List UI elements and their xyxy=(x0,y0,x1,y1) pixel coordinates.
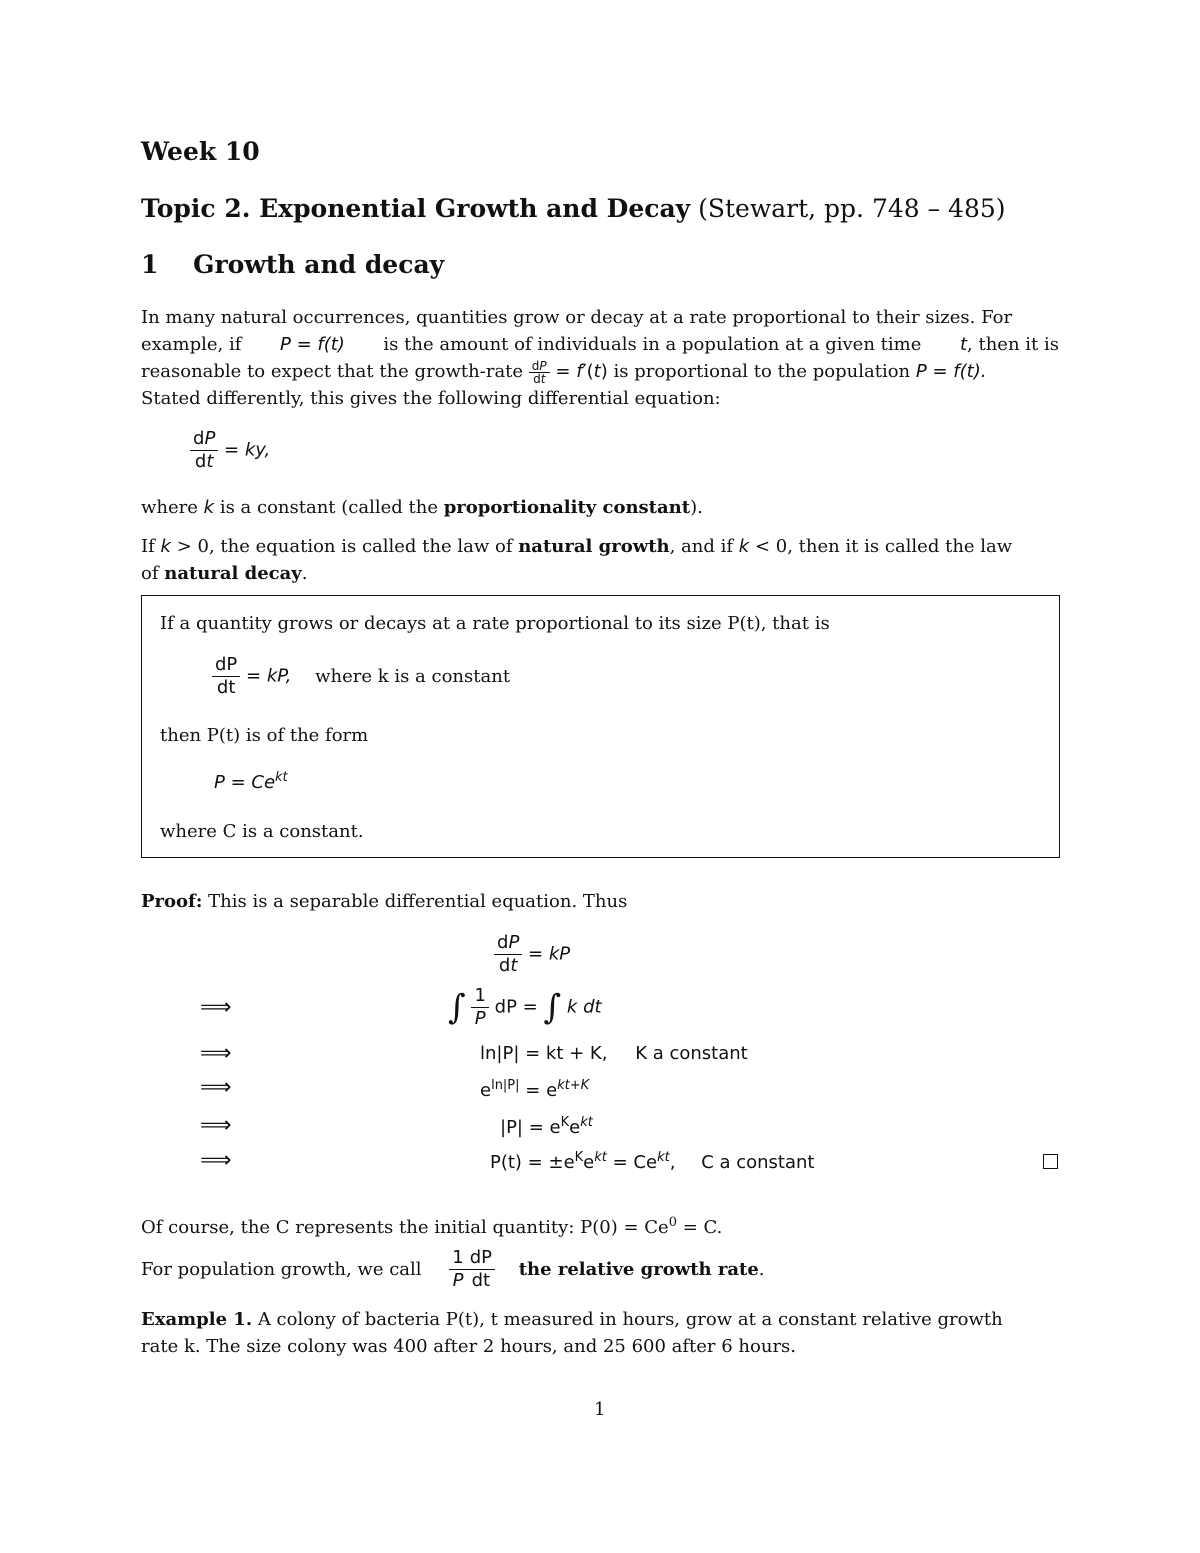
theorem-line-1: If a quantity grows or decays at a rate proportional to its size P(t), that is xyxy=(160,613,830,634)
theorem-line-3: where C is a constant. xyxy=(160,821,364,842)
integral-sign: ∫ xyxy=(543,987,562,1028)
intro-line-1: In many natural occurrences, quantities grow or decay at a rate proportional to their sizes. For xyxy=(141,307,1013,328)
proof-step-2: ln|P| = kt + K, K a constant xyxy=(480,1043,748,1064)
intro-text: reasonable to expect that the growth-rate xyxy=(141,361,524,382)
equation-rhs: = kP, xyxy=(246,665,292,687)
math-inline: P = f(t). xyxy=(915,361,987,382)
intro-text: example, if xyxy=(141,334,242,355)
integral-sign: ∫ xyxy=(448,987,466,1028)
intro-text: , then it is xyxy=(967,334,1059,355)
text: where xyxy=(141,497,198,518)
implies-arrow: ⟹ xyxy=(200,1148,232,1173)
math-inline: P = f(t) xyxy=(280,334,345,355)
example-paragraph xyxy=(141,1306,1059,1360)
law-line-2: of natural decay. xyxy=(141,563,308,584)
example-line-1: Example 1. A colony of bacteria P(t), t measured in hours, grow at a constant relative growth xyxy=(141,1309,1003,1330)
theorem-solution-form: $P = Ce^{kt}$ xyxy=(214,770,288,793)
law-line-1: If k > 0, the equation is called the law of natural growth, and if k < 0, then it is called the law xyxy=(141,536,1013,557)
topic-heading xyxy=(141,194,1006,223)
topic-reference: (Stewart, pp. 748 – 485) xyxy=(698,194,1006,223)
implies-arrow: ⟹ xyxy=(200,1041,232,1066)
proof-label: Proof: xyxy=(141,891,203,912)
proof-intro xyxy=(141,888,627,915)
intro-paragraph xyxy=(141,304,1059,412)
week-heading: Week 10 xyxy=(141,137,260,166)
page-number: 1 xyxy=(594,1399,606,1420)
implies-arrow: ⟹ xyxy=(200,995,232,1020)
differential-equation xyxy=(190,428,270,473)
intro-line-3 xyxy=(141,358,1059,385)
law-paragraph xyxy=(141,533,1059,587)
theorem-equation: $\frac{dP}{dt}$ = kP, where k is a constant xyxy=(212,654,510,699)
proof-step-3: $e^{ln|P|} = e^{kt+K}$ xyxy=(480,1078,590,1101)
topic-title: Topic 2. Exponential Growth and Decay xyxy=(141,194,691,223)
theorem-line-2: then P(t) is of the form xyxy=(160,725,369,746)
dp-dt-fraction: $\frac{dP}{dt}$ xyxy=(190,428,218,473)
section-heading xyxy=(141,250,444,279)
intro-line-4: Stated differently, this gives the following differential equation: xyxy=(141,388,721,409)
math-inline: t xyxy=(959,334,968,355)
implies-arrow: ⟹ xyxy=(200,1075,232,1100)
math-inline: k xyxy=(203,497,215,518)
relative-growth-line: For population growth, we call $\frac{1}{P}$ $\frac{dP}{dt}$ the relative growth rate. xyxy=(141,1247,765,1291)
proof-step-5: $P(t) = \pm e^Ke^{kt} = Ce^{kt}$, C a constant xyxy=(490,1150,815,1173)
theorem-box xyxy=(141,595,1060,858)
math-inline: = f′(t) xyxy=(555,361,608,382)
one-over-p-fraction: $\frac{1}{P}$ xyxy=(449,1247,466,1292)
example-line-2: rate k. The size colony was 400 after 2 hours, and 25 600 after 6 hours. xyxy=(141,1336,797,1357)
intro-text: is proportional to the population xyxy=(613,361,911,382)
intro-line-2 xyxy=(141,331,1059,358)
dp-dt-fraction: $\frac{dP}{dt}$ xyxy=(467,1247,495,1292)
initial-quantity-line: Of course, the C represents the initial quantity: $P(0) = Ce^0 = C$. xyxy=(141,1215,723,1238)
where-k-line xyxy=(141,494,703,521)
natural-decay-term: natural decay xyxy=(164,563,302,584)
implies-arrow: ⟹ xyxy=(200,1113,232,1138)
intro-text: is the amount of individuals in a population at a given time xyxy=(383,334,922,355)
proof-step-4: $|P| = e^Ke^{kt}$ xyxy=(500,1115,593,1138)
section-title: Growth and decay xyxy=(193,250,445,279)
proportionality-constant-term: proportionality constant xyxy=(443,497,691,518)
text: is a constant (called the xyxy=(219,497,438,518)
proof-text: This is a separable differential equation. Thus xyxy=(208,891,628,912)
natural-growth-term: natural growth xyxy=(518,536,670,557)
proof-step-1: ∫ $\frac{1}{P}$ dP = ∫ k dt xyxy=(448,985,602,1029)
qed-square-icon xyxy=(1043,1154,1058,1169)
relative-growth-rate-term: the relative growth rate xyxy=(518,1259,759,1280)
equation-note: where k is a constant xyxy=(315,665,511,687)
text: ). xyxy=(690,497,703,518)
proof-step-0: $\frac{dP}{dt}$ = kP xyxy=(494,932,570,977)
growth-rate-fraction: $\frac{dP}{dt}$ xyxy=(529,360,550,385)
section-number: 1 xyxy=(141,250,159,279)
example-label: Example 1. xyxy=(141,1309,253,1330)
equation-rhs: = ky, xyxy=(224,439,271,461)
